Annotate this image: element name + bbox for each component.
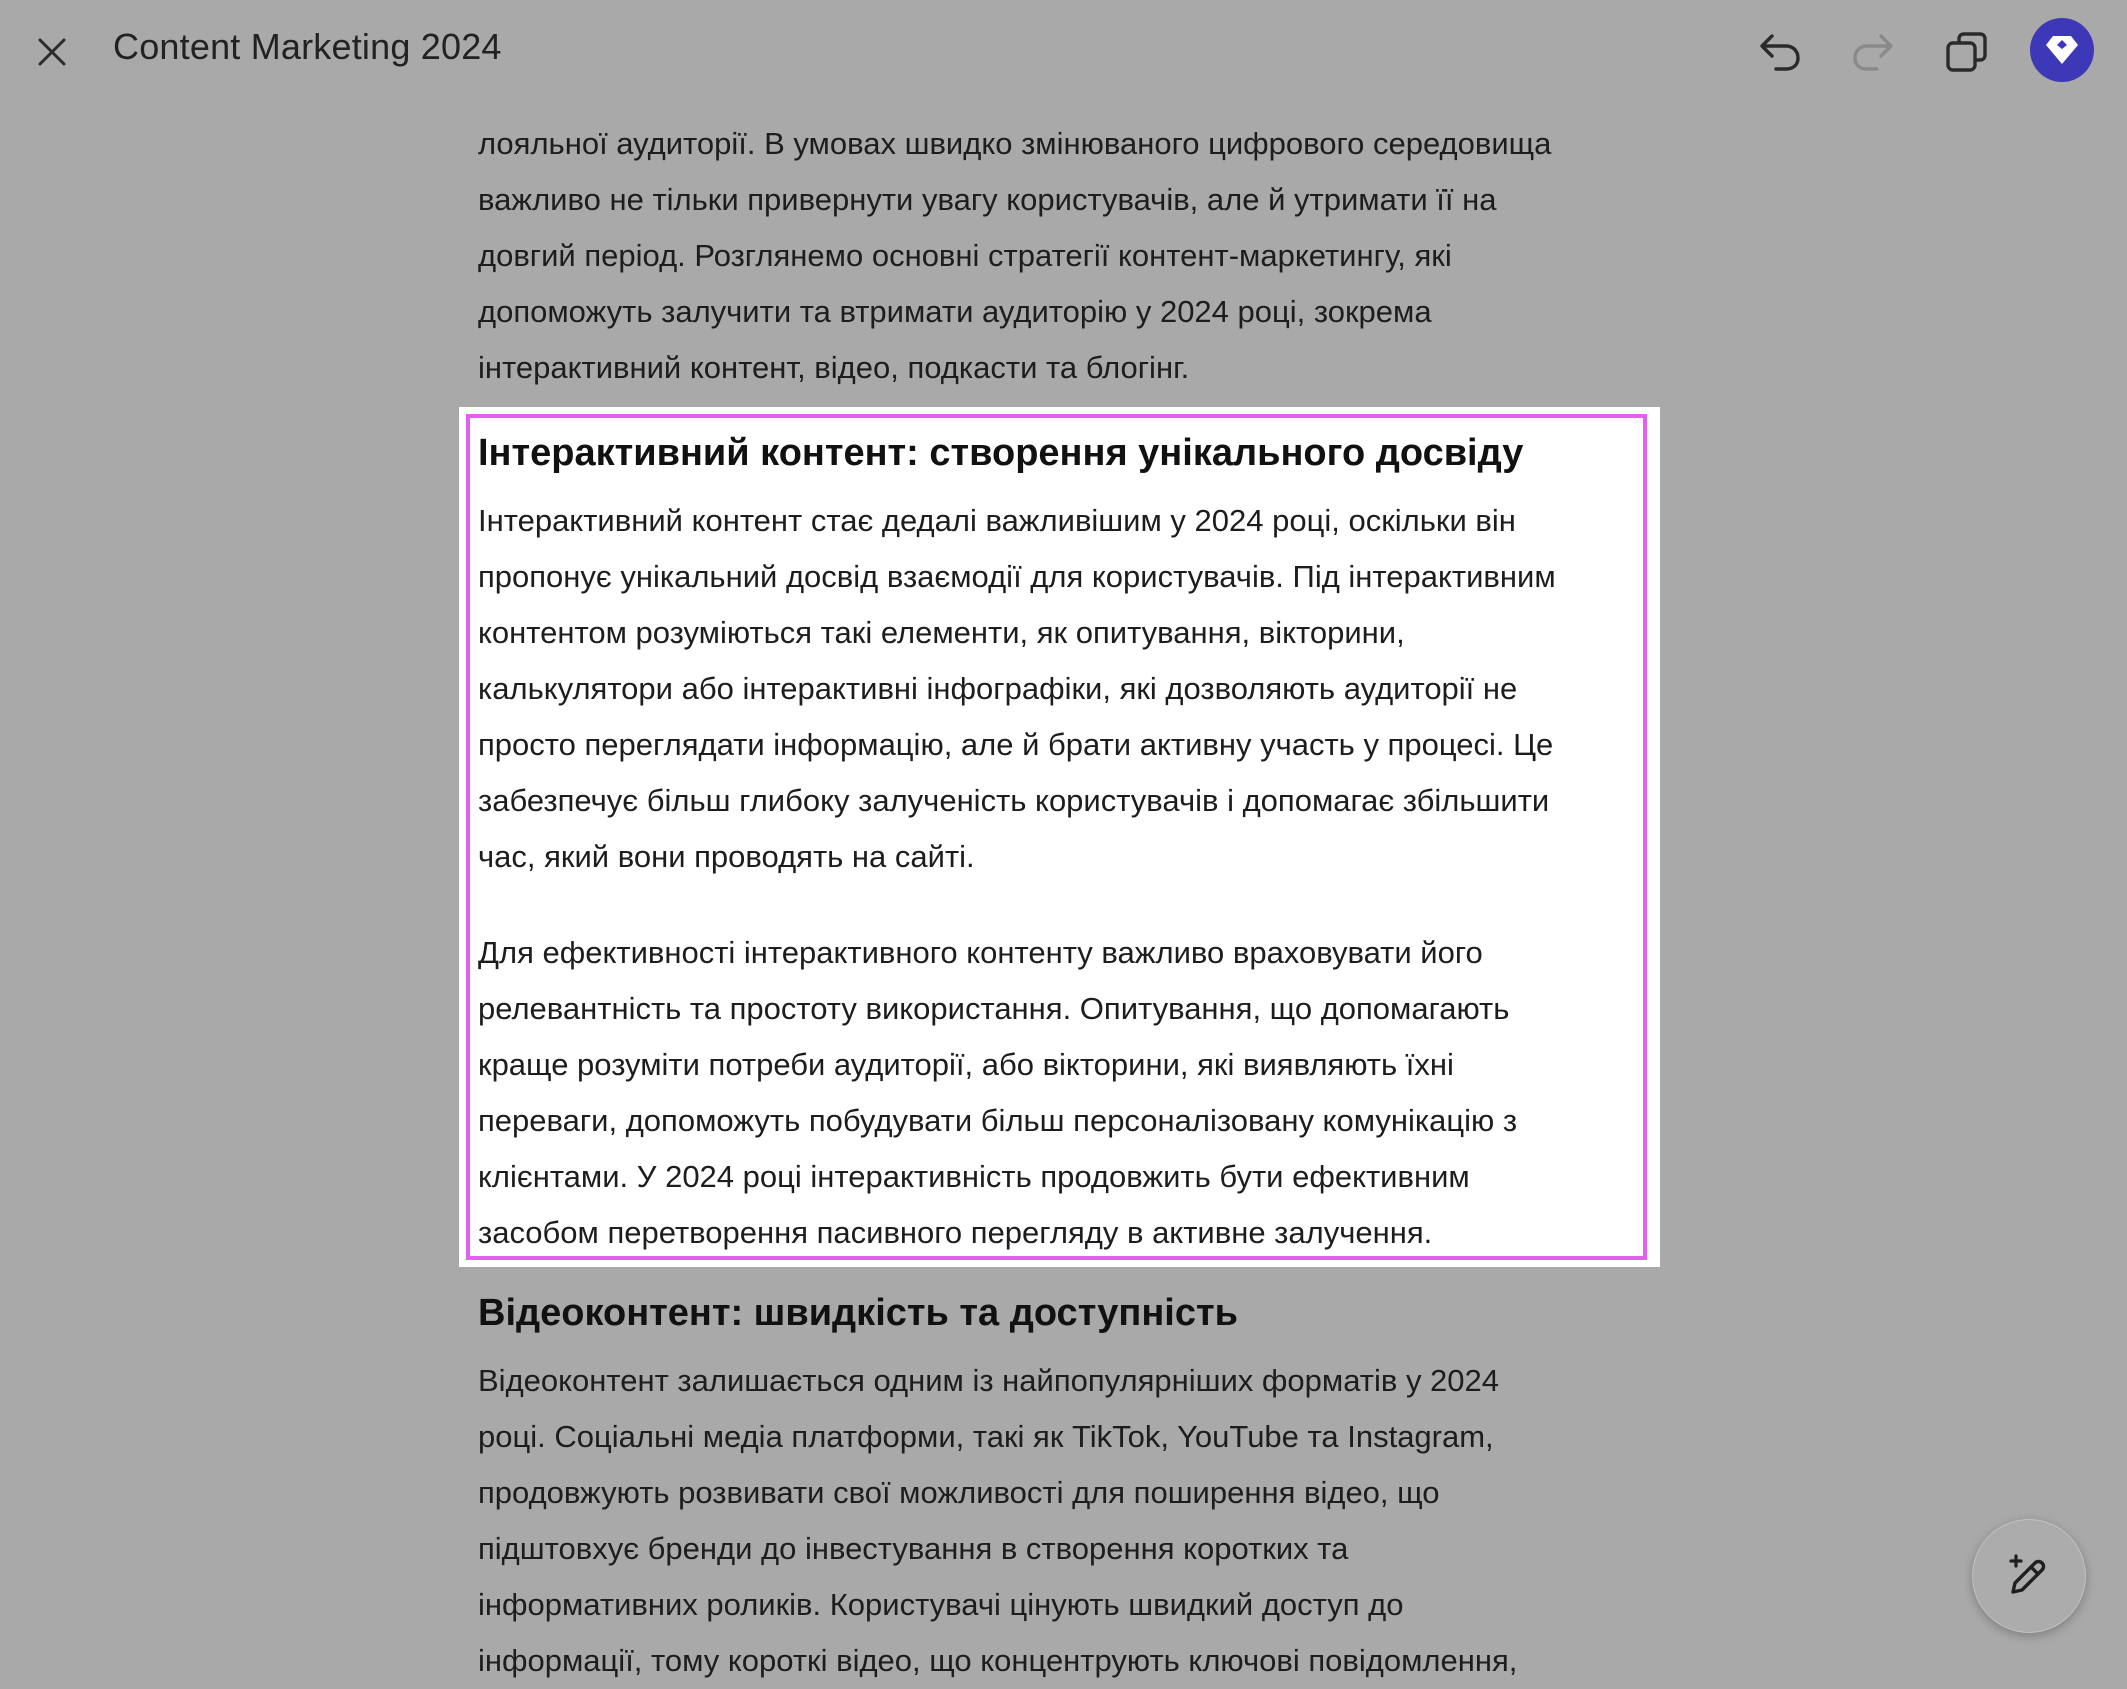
premium-button[interactable] (2030, 18, 2094, 82)
text-line: просто переглядати інформацію, але й брати активну участь у процесі. Це (478, 727, 1554, 762)
text-line: підштовхує бренди до інвестування в створення коротких та (478, 1531, 1349, 1566)
section-interactive-content[interactable] (478, 425, 1648, 1261)
text-line: контентом розуміються такі елементи, як опитування, вікторини, (478, 615, 1405, 650)
section-paragraph (478, 1353, 1648, 1689)
copy-icon (1945, 30, 1989, 74)
redo-button[interactable] (1845, 24, 1901, 80)
section-video-content[interactable] (478, 1285, 1648, 1689)
close-icon (37, 37, 67, 67)
text-line: калькулятори або інтерактивні інфографіки, які дозволяють аудиторії не (478, 671, 1518, 706)
text-line: релевантність та простоту використання. Опитування, що допомагають (478, 991, 1510, 1026)
text-line: засобом перетворення пасивного перегляду в активне залучення. (478, 1215, 1433, 1250)
intro-text (478, 116, 1648, 396)
edit-sparkle-icon (2005, 1552, 2053, 1600)
text-line: Для ефективності інтерактивного контенту важливо враховувати його (478, 935, 1483, 970)
intro-paragraph (478, 116, 1648, 396)
text-line: пропонує унікальний досвід взаємодії для користувачів. Під інтерактивним (478, 559, 1556, 594)
redo-icon (1851, 32, 1895, 72)
text-line: Відеоконтент залишається одним із найпопулярніших форматів у 2024 (478, 1363, 1500, 1398)
text-line: Інтерактивний контент стає дедалі важливішим у 2024 році, оскільки він (478, 503, 1516, 538)
text-line: переваги, допоможуть побудувати більш персоналізовану комунікацію з (478, 1103, 1518, 1138)
top-bar (0, 0, 2127, 100)
undo-icon (1758, 32, 1802, 72)
diamond-icon (2044, 34, 2080, 66)
document-title: Content Marketing 2024 (113, 26, 502, 67)
text-line: році. Соціальні медіа платформи, такі як TikTok, YouTube та Instagram, (478, 1419, 1494, 1454)
text-line: час, який вони проводять на сайті. (478, 839, 975, 874)
text-line: важливо не тільки привернути увагу користувачів, але й утримати її на (478, 182, 1497, 217)
text-line: інтерактивний контент, відео, подкасти та блогінг. (478, 350, 1190, 385)
undo-button[interactable] (1752, 24, 1808, 80)
text-line: продовжують розвивати свої можливості для поширення відео, що (478, 1475, 1440, 1510)
text-line: інформативних роликів. Користувачі цінують швидкий доступ до (478, 1587, 1404, 1622)
text-line: інформації, тому короткі відео, що концентрують ключові повідомлення, (478, 1643, 1518, 1678)
edit-fab-button[interactable] (1972, 1519, 2086, 1633)
text-line: допоможуть залучити та втримати аудиторію у 2024 році, зокрема (478, 294, 1432, 329)
section-heading: Інтерактивний контент: створення унікального досвіду (478, 432, 1524, 474)
section-heading: Відеоконтент: швидкість та доступність (478, 1292, 1238, 1334)
text-line: лояльної аудиторії. В умовах швидко змінюваного цифрового середовища (478, 126, 1552, 161)
text-line: довгий період. Розглянемо основні стратегії контент-маркетингу, які (478, 238, 1452, 273)
copy-button[interactable] (1939, 24, 1995, 80)
text-line: клієнтами. У 2024 році інтерактивність продовжить бути ефективним (478, 1159, 1470, 1194)
close-button[interactable] (28, 28, 76, 76)
text-line: краще розуміти потреби аудиторії, або вікторини, які виявляють їхні (478, 1047, 1454, 1082)
text-line: забезпечує більш глибоку залученість користувачів і допомагає збільшити (478, 783, 1550, 818)
section-paragraph (478, 925, 1648, 1261)
section-paragraph (478, 493, 1648, 885)
